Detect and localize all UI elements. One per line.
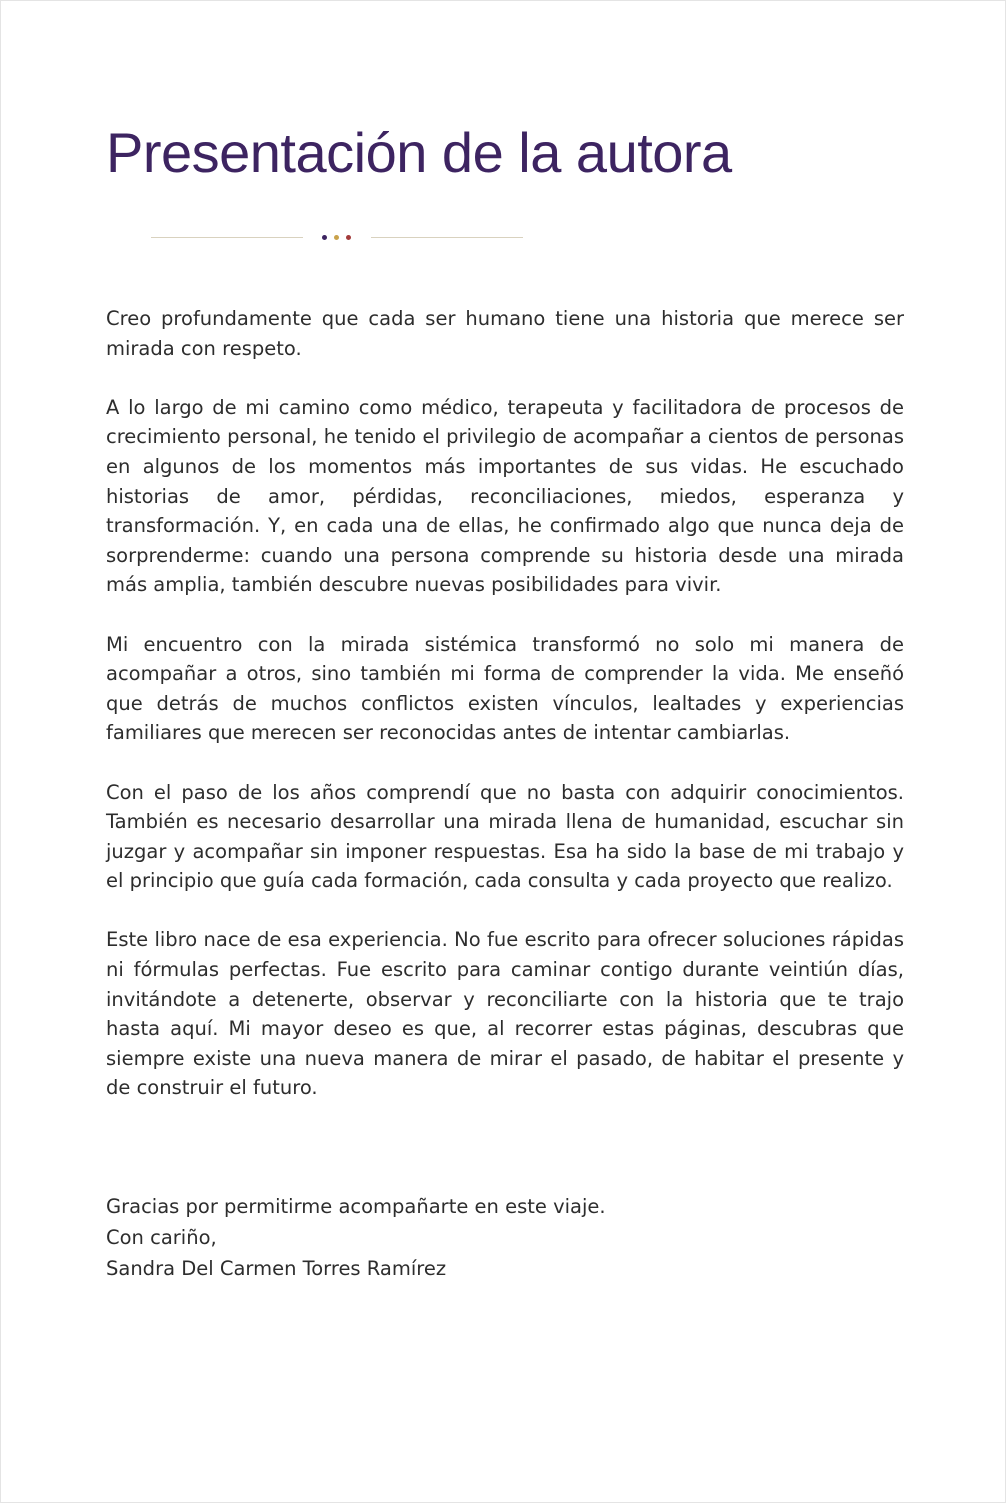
ornament-dot-1 (322, 235, 327, 240)
author-signature: Sandra Del Carmen Torres Ramírez (106, 1257, 447, 1280)
paragraph-4: Con el paso de los años comprendí que no basta con adquirir conocimientos. También es necesario desarrollar una mirada llena de humanidad, escuchar sin juzgar y acompañar sin imponer respuestas. Esa ha sido la base de mi trabajo y el principio que guía cada formación, cada consulta y cada proyecto que realizo. (106, 780, 904, 893)
closing-sign-off: Con cariño, (106, 1226, 217, 1249)
ornament-dot-3 (346, 235, 351, 240)
paragraph-5: Este libro nace de esa experiencia. No fue escrito para ofrecer soluciones rápidas ni fórmulas perfectas. Fue escrito para caminar contigo durante veintiún días, invitándote a detenerte, observar y reconciliarte con la historia que te trajo hasta aquí. Mi mayor deseo es que, al recorrer estas páginas, descubras que siempre existe una nueva manera de mirar el pasado, de habitar el presente y de construir el futuro. (106, 928, 904, 1100)
paragraph-2: A lo largo de mi camino como médico, terapeuta y facilitadora de procesos de crecimiento personal, he tenido el privilegio de acompañar a cientos de personas en algunos de los momentos más importantes de sus vidas. He escuchado historias de amor, pérdidas, reconciliaciones, miedos, esperanza y transformación. Y, en cada una de ellas, he confirmado algo que nunca deja de sorprenderme: cuando una persona comprende su historia desde una mirada más amplia, también descubre nuevas posibilidades para vivir. (106, 395, 904, 597)
paragraph-3: Mi encuentro con la mirada sistémica transformó no solo mi manera de acompañar a otros, sino también mi forma de comprender la vida. Me enseñó que detrás de muchos conflictos existen vínculos, lealtades y experiencias familiares que merecen ser reconocidas antes de intentar cambiarlas. (106, 632, 904, 745)
closing-thanks: Gracias por permitirme acompañarte en este viaje. (106, 1195, 606, 1218)
closing-block (106, 1191, 904, 1284)
paragraph-1: Creo profundamente que cada ser humano tiene una historia que merece ser mirada con respeto. (106, 307, 904, 360)
body-text (106, 304, 904, 1133)
ornament-line-right (371, 237, 523, 238)
ornament-line-left (151, 237, 303, 238)
title-ornament (151, 229, 523, 247)
ornament-dot-2 (334, 235, 339, 240)
page-title: Presentación de la autora (106, 121, 732, 184)
